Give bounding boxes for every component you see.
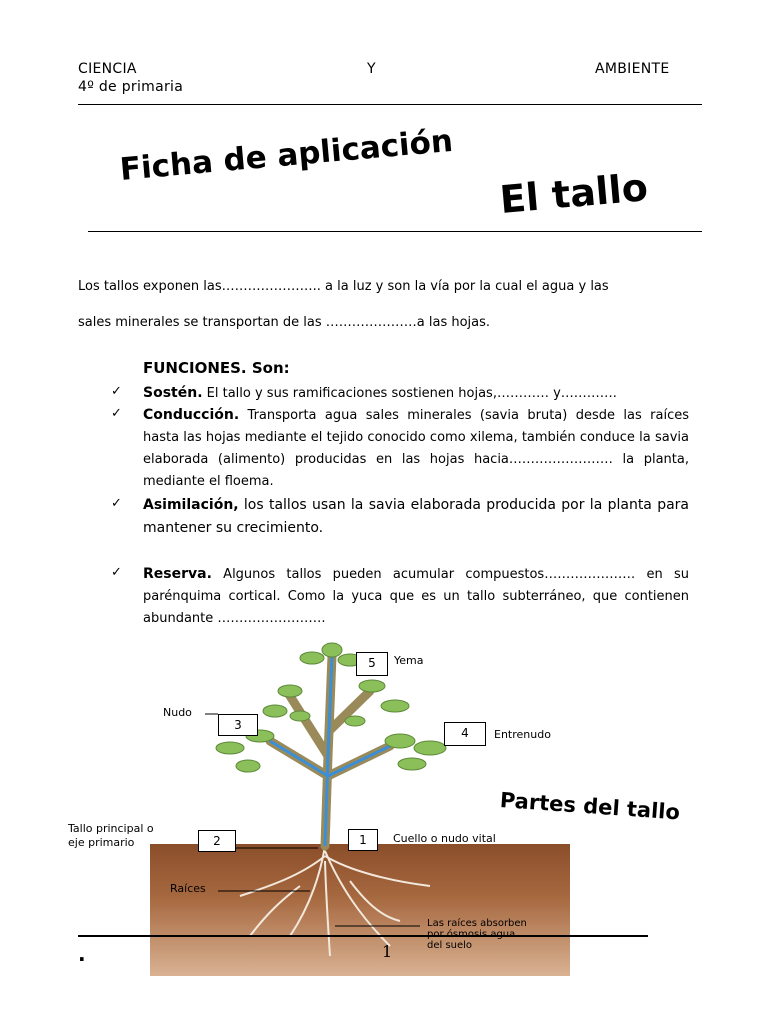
title-ficha: Ficha de aplicación	[118, 122, 455, 188]
label-absorben-3: del suelo	[427, 940, 473, 951]
title-topic: El tallo	[498, 165, 650, 222]
check-icon: ✓	[111, 565, 122, 580]
label-raices: Raíces	[170, 882, 206, 895]
label-entrenudo: Entrenudo	[494, 728, 551, 741]
functions-heading: FUNCIONES. Son:	[143, 359, 290, 377]
title-rule	[88, 231, 702, 232]
footer-rule	[78, 935, 648, 937]
label-tallo-principal: Tallo principal o	[68, 822, 154, 835]
intro-line-2: sales minerales se transportan de las …………………a las hojas.	[78, 315, 491, 330]
function-item-sosten	[143, 382, 689, 405]
function-term: Sostén.	[143, 385, 203, 401]
header-rule	[78, 104, 702, 105]
function-term: Asimilación,	[143, 497, 239, 513]
label-absorben-1: Las raíces absorben	[427, 918, 527, 929]
function-item-asimilacion	[143, 494, 689, 540]
diagram-title: Partes del tallo	[499, 788, 681, 825]
function-term: Reserva.	[143, 566, 212, 582]
label-cuello: Cuello o nudo vital	[393, 832, 496, 845]
diagram-box-5: 5	[356, 652, 388, 676]
diagram-box-2: 2	[198, 830, 236, 852]
diagram-box-1: 1	[348, 829, 378, 851]
function-term: Conducción.	[143, 407, 240, 423]
intro-line-1: Los tallos exponen las………………….. a la luz y son la vía por la cual el agua y las	[78, 279, 609, 294]
header-left: CIENCIA	[78, 61, 137, 77]
check-icon: ✓	[111, 406, 122, 421]
page-number: 1	[382, 942, 393, 961]
diagram-box-4: 4	[444, 722, 486, 746]
check-icon: ✓	[111, 384, 122, 399]
header-right: AMBIENTE	[595, 61, 670, 77]
header-center: Y	[367, 61, 376, 77]
function-text: los tallos usan la savia elaborada producida por la planta para mantener su crecimiento.	[143, 497, 689, 536]
diagram-box-3: 3	[218, 714, 258, 736]
function-text: Transporta agua sales minerales (savia bruta) desde las raíces hasta las hojas mediante el tejido conocido como xilema, también conduce la savia elaborada (alimento) producidas en las hojas hacia…………………… la planta, mediante el floema.	[143, 408, 689, 489]
function-item-reserva	[143, 563, 689, 630]
label-yema: Yema	[394, 654, 424, 667]
check-icon: ✓	[111, 496, 122, 511]
function-text: El tallo y sus ramificaciones sostienen hojas,………… y………….	[202, 386, 617, 401]
label-nudo: Nudo	[163, 706, 192, 719]
header-grade: 4º de primaria	[78, 79, 184, 95]
label-eje-primario: eje primario	[68, 836, 135, 849]
function-item-conduccion	[143, 404, 689, 493]
label-absorben-2: por ósmosis agua	[427, 929, 516, 940]
footer-bullet: .	[78, 942, 86, 966]
function-text: Algunos tallos pueden acumular compuestos………………… en su parénquima cortical. Como la yuca que es un tallo subterráneo, que contienen abundante …………………….	[143, 567, 689, 626]
